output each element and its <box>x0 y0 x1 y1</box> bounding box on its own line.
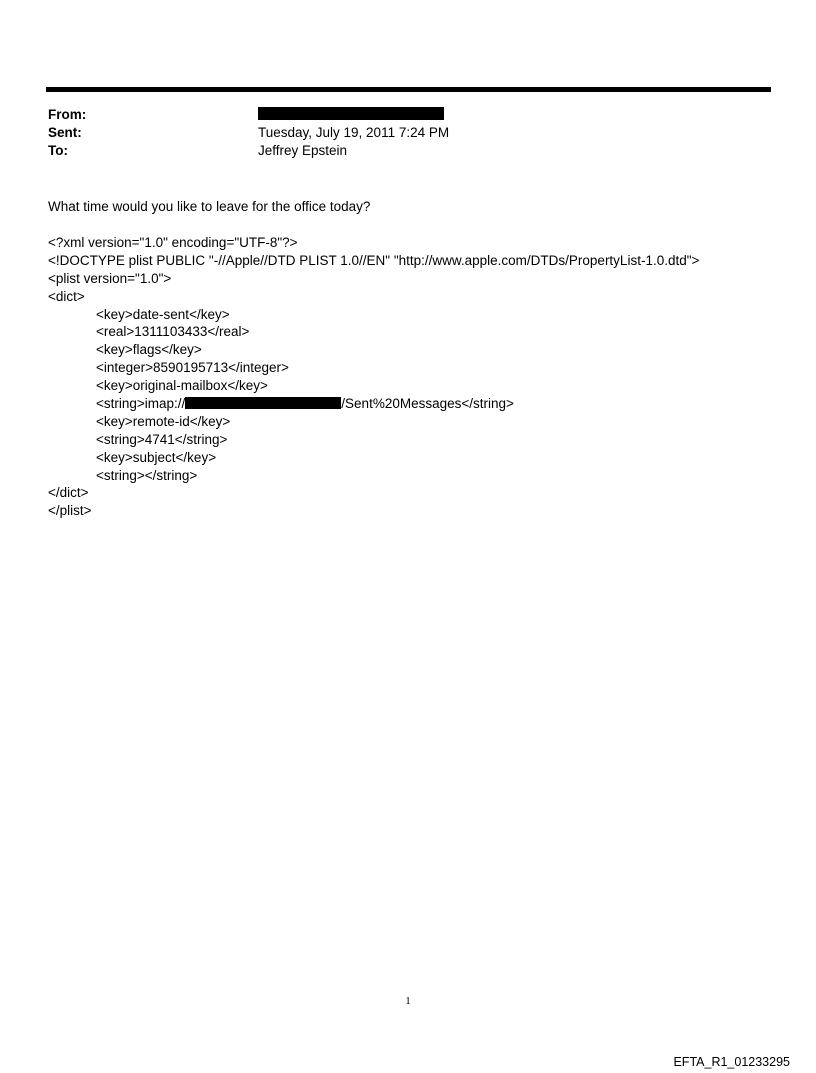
sent-value: Tuesday, July 19, 2011 7:24 PM <box>258 125 450 140</box>
from-value <box>258 106 444 124</box>
to-value: Jeffrey Epstein <box>258 143 348 158</box>
integer-value: <integer>8590195713</integer> <box>96 360 289 376</box>
mailbox-suffix: /Sent%20Messages</string> <box>341 396 514 412</box>
real-value: <real>1311103433</real> <box>96 324 250 340</box>
redaction-bar <box>258 107 444 120</box>
from-label: From: <box>48 107 87 122</box>
to-row <box>48 142 768 160</box>
remote-id-value: <string>4741</string> <box>96 431 228 447</box>
email-header <box>48 106 768 160</box>
document-id: EFTA_R1_01233295 <box>673 1055 790 1069</box>
doctype-line: <!DOCTYPE plist PUBLIC "-//Apple//DTD PLIST 1.0//EN" "http://www.apple.com/DTDs/PropertyList-1.0.dtd"> <box>48 252 700 268</box>
from-row <box>48 106 768 124</box>
key-flags: <key>flags</key> <box>96 342 202 358</box>
header-rule <box>46 87 771 92</box>
key-subject: <key>subject</key> <box>96 449 217 465</box>
dict-open-tag: <dict> <box>48 288 85 304</box>
plist-content <box>48 234 768 520</box>
xml-declaration: <?xml version="1.0" encoding="UTF-8"?> <box>48 235 298 250</box>
plist-close-tag: </plist> <box>48 503 92 519</box>
key-original-mailbox: <key>original-mailbox</key> <box>96 378 268 394</box>
sent-row <box>48 124 768 142</box>
key-date-sent: <key>date-sent</key> <box>96 306 230 322</box>
mailbox-prefix: <string>imap:// <box>96 396 186 412</box>
to-label: To: <box>48 143 68 158</box>
redaction-bar <box>185 397 341 409</box>
sent-label: Sent: <box>48 125 82 140</box>
key-remote-id: <key>remote-id</key> <box>96 413 231 429</box>
message-body: What time would you like to leave for the office today? <box>48 199 371 214</box>
mailbox-string-line <box>48 395 768 413</box>
page-number: 1 <box>405 995 411 1007</box>
plist-open-tag: <plist version="1.0"> <box>48 270 172 286</box>
subject-value: <string></string> <box>96 467 198 483</box>
dict-close-tag: </dict> <box>48 485 89 501</box>
